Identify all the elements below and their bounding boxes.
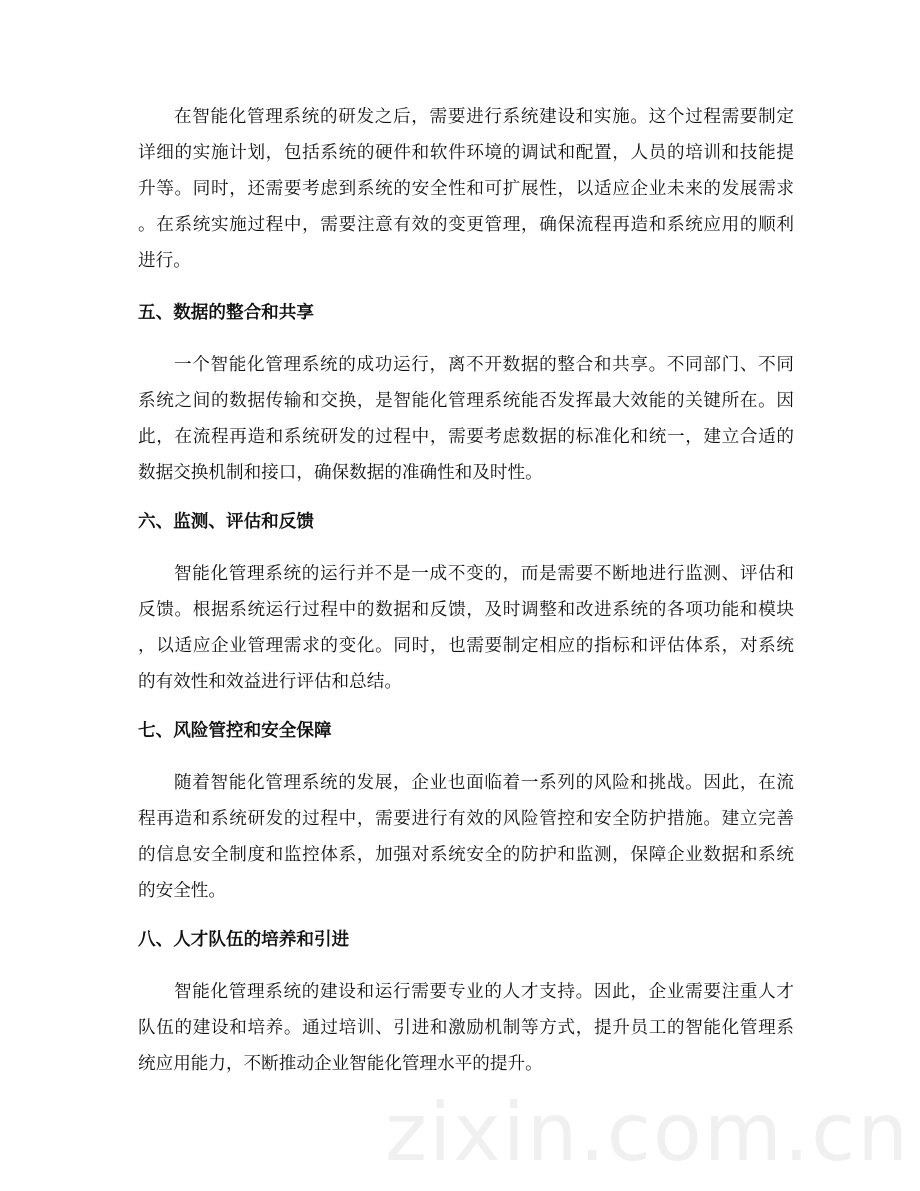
text-line: 系统之间的数据传输和交换，是智能化管理系统能否发挥最大效能的关键所在。因: [138, 391, 794, 411]
section-heading-7: 七、风险管控和安全保障: [138, 721, 332, 741]
text-line: 的信息安全制度和监控体系，加强对系统安全的防护和监测，保障企业数据和系统: [138, 845, 794, 865]
text-line: 数据交换机制和接口，确保数据的准确性和及时性。: [138, 463, 543, 483]
paragraph-system-implementation: [138, 99, 794, 279]
paragraph-data-integration: [138, 347, 794, 491]
text-line: 智能化管理系统的建设和运行需要专业的人才支持。因此，企业需要注重人才: [174, 982, 794, 1002]
text-line: 反馈。根据系统运行过程中的数据和反馈，及时调整和改进系统的各项功能和模块: [138, 600, 794, 620]
text-line: 。在系统实施过程中，需要注意有效的变更管理，确保流程再造和系统应用的顺利: [138, 215, 794, 235]
text-line: 程再造和系统研发的过程中，需要进行有效的风险管控和安全防护措施。建立完善: [138, 809, 794, 829]
text-line: 智能化管理系统的运行并不是一成不变的，而是需要不断地进行监测、评估和: [174, 564, 794, 584]
paragraph-talent: [138, 974, 794, 1082]
paragraph-monitoring: [138, 556, 794, 700]
text-line: 随着智能化管理系统的发展，企业也面临着一系列的风险和挑战。因此，在流: [174, 773, 794, 793]
section-heading-6: 六、监测、评估和反馈: [138, 512, 314, 532]
text-line: ，以适应企业管理需求的变化。同时，也需要制定相应的指标和评估体系，对系统: [138, 636, 794, 656]
section-heading-8: 八、人才队伍的培养和引进: [138, 930, 350, 950]
section-heading-5: 五、数据的整合和共享: [138, 303, 314, 323]
text-line: 统应用能力，不断推动企业智能化管理水平的提升。: [138, 1054, 543, 1074]
watermark: zixin.com.cn: [385, 1086, 910, 1179]
text-line: 在智能化管理系统的研发之后，需要进行系统建设和实施。这个过程需要制定: [174, 107, 794, 127]
text-line: 详细的实施计划，包括系统的硬件和软件环境的调试和配置，人员的培训和技能提: [138, 143, 794, 163]
text-line: 升等。同时，还需要考虑到系统的安全性和可扩展性，以适应企业未来的发展需求: [138, 179, 794, 199]
paragraph-risk-control: [138, 765, 794, 909]
text-line: 此，在流程再造和系统研发的过程中，需要考虑数据的标准化和统一，建立合适的: [138, 427, 794, 447]
text-line: 进行。: [138, 251, 191, 271]
text-line: 队伍的建设和培养。通过培训、引进和激励机制等方式，提升员工的智能化管理系: [138, 1018, 794, 1038]
text-line: 的有效性和效益进行评估和总结。: [138, 672, 402, 692]
text-line: 一个智能化管理系统的成功运行，离不开数据的整合和共享。不同部门、不同: [174, 355, 794, 375]
text-line: 的安全性。: [138, 881, 226, 901]
